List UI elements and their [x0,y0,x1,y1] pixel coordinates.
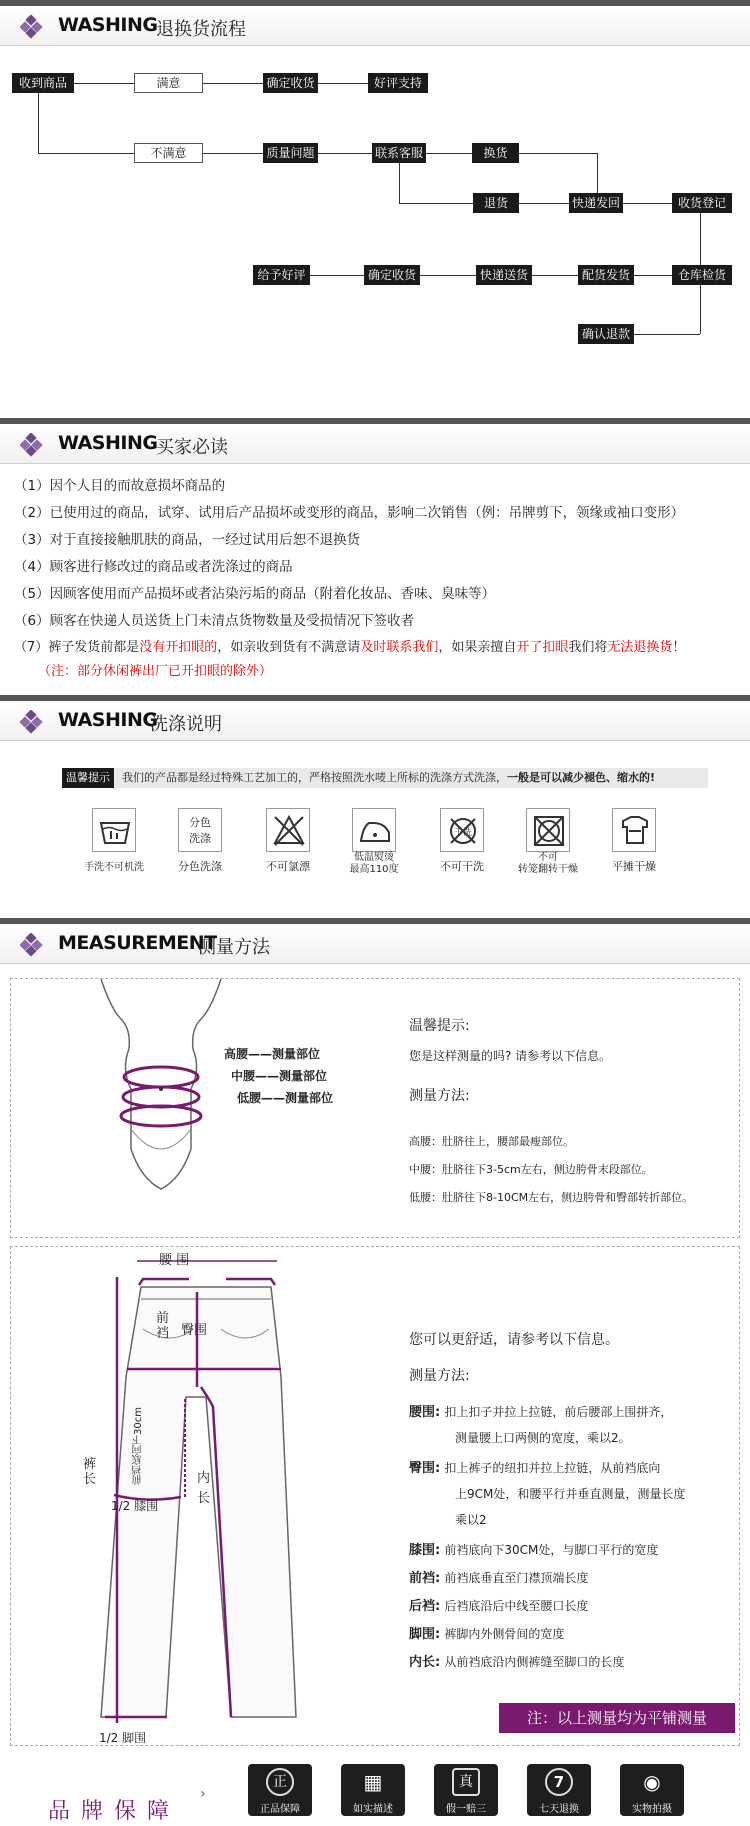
waist-method-title: 测量方法: [409,1088,470,1104]
wash-label: 平摊干燥 [612,860,656,873]
wash-label: 不可干洗 [440,860,484,873]
pants-half-thigh-label: 1/2 膝围 [111,1499,159,1513]
pants-front-rise-label: 前 裆 [156,1311,170,1341]
rule-note: （注：部分休闲裤出厂已开扣眼的除外） [38,664,273,679]
accurate-description-icon: ▦ 如实描述 [341,1764,405,1816]
pants-item-hem: 脚围: 裤脚内外侧骨间的宽度 [409,1627,565,1642]
section-header-washing [0,695,750,741]
section-brand: MEASUREMENT [58,932,217,954]
pants-inseam-label: 内 长 [197,1471,211,1506]
flow-receive-register: 收货登记 [672,193,732,213]
torso-figure [71,979,241,1199]
pants-intro: 您可以更舒适，请参考以下信息。 [409,1332,619,1348]
diamond-logo-icon [20,15,44,39]
pants-item-waist: 腰围: 扣上扣子并拉上拉链，前后腰部上围拼齐， [409,1405,673,1420]
rule-item: （4）顾客进行修改过的商品或者洗涤过的商品 [14,559,293,575]
section-header-measurement [0,918,750,964]
diamond-logo-icon [20,710,44,734]
pants-hip-label: 臀围 [181,1323,208,1338]
flow-satisfied: 满意 [134,73,203,93]
separate-wash-icon: 分色 洗涤 [178,808,222,852]
section-brand: WASHING [58,14,158,36]
svg-text:干洗: 干洗 [453,828,473,838]
pants-item-hip: 臀围: 扣上裤子的纽扣并拉上拉链，从前裆底向 [409,1461,661,1476]
flat-dry-icon [612,808,656,852]
waist-high-label: 高腰——测量部位 [224,1047,321,1061]
washing-tip-label: 温馨提示 [62,768,114,788]
rule-item: （5）因顾客使用而产品损坏或者沾染污垢的商品（附着化妆品、香味、臭味等） [14,586,496,602]
pants-method-title: 测量方法: [409,1368,470,1384]
pants-item-knee: 膝围: 前裆底向下30CM处，与脚口平行的宽度 [409,1543,659,1558]
waist-high-text: 高腰：肚脐往上，腰部最瘦部位。 [409,1135,574,1148]
waist-low-label: 低腰——测量部位 [237,1091,334,1105]
rule-item: （1）因个人目的而故意损坏商品的 [14,478,226,494]
wash-label: 手洗不可机洗 [84,862,144,873]
waist-mid-label: 中腰——测量部位 [231,1069,328,1083]
fake-compensation-icon: 真 假一赔三 [434,1764,498,1816]
pants-waist-label: 腰 围 [159,1253,190,1268]
brand-guarantee-bar [0,1756,750,1826]
section-title: 退换货流程 [156,19,246,40]
section-header-returns [0,0,750,46]
flow-give-good-review: 给予好评 [253,265,310,285]
section-title: 测量方法 [198,937,270,958]
no-dry-clean-icon [440,808,484,852]
rule-item: （3）对于直接接触肌肤的商品，一经过试用后恕不退换货 [14,532,361,548]
flow-return: 退货 [473,193,519,213]
flow-contact-service: 联系客服 [372,143,426,163]
no-machine-wash-icon [92,808,136,852]
wash-label: 分色洗涤 [178,860,222,873]
pants-half-hem-label: 1/2 脚围 [99,1731,147,1745]
flow-receive: 收到商品 [12,73,74,93]
section-header-notice [0,418,750,464]
wash-label: 低温熨烫 最高110度 [349,852,399,875]
section-brand: WASHING [58,432,158,454]
flow-confirm-receipt: 确定收货 [263,73,318,93]
flow-warehouse-check: 仓库检货 [672,265,732,285]
flow-confirm-receipt-2: 确定收货 [364,265,420,285]
flow-exchange: 换货 [472,143,519,163]
flow-confirm-refund: 确认退款 [578,324,634,344]
chevron-right-icon: › [200,1786,206,1802]
flow-good-review: 好评支持 [368,73,428,93]
diamond-logo-icon [20,433,44,457]
washing-tip-text: 我们的产品都是经过特殊工艺加工的，严格按照洗水唛上所标的洗涤方式洗涤， [122,771,507,784]
pants-item-waist-cont: 测量腰上口两侧的宽度，乘以2。 [455,1431,631,1445]
no-bleach-icon [266,808,310,852]
flow-quality-issue: 质量问题 [263,143,318,163]
rule-item: （6）顾客在快递人员送货上门未清点货物数量及受损情况下签收者 [14,613,415,629]
pants-note: 注：以上测量均为平铺测量 [499,1703,735,1733]
washing-tip-bar [62,768,708,788]
pants-item-back-rise: 后裆: 后裆底沿后中线至腰口长度 [409,1599,589,1614]
real-photo-icon: ◉ 实物拍摄 [620,1764,684,1816]
pants-length-label: 裤 长 [83,1457,97,1487]
section-brand: WASHING [58,709,158,731]
flow-unsatisfied: 不满意 [134,143,203,163]
genuine-guarantee-icon: 正 正品保障 [248,1764,312,1816]
pants-item-hip-cont: 上9CM处，和腰平行并垂直测量，测量长度 [455,1487,686,1501]
waist-low-text: 低腰：肚脐往下8-10CM左右，侧边胯骨和臀部转折部位。 [409,1191,694,1204]
waist-tip-text: 您是这样测量的吗? 请参考以下信息。 [409,1049,612,1063]
section-title: 洗涤说明 [150,714,222,735]
flow-express-send: 快递送货 [476,265,532,285]
low-iron-icon [352,808,396,852]
no-tumble-dry-icon [526,808,570,852]
wash-label: 不可氯漂 [266,860,310,873]
flow-express-back: 快递发回 [569,193,623,213]
brand-guarantee-title: 品 牌 保 障 [48,1799,171,1824]
seven-day-return-icon: 7 七天退换 [527,1764,591,1816]
flow-dispatch: 配货发货 [578,265,634,285]
diamond-logo-icon [20,933,44,957]
waist-mid-text: 中腰：肚脐往下3-5cm左右，侧边胯骨末段部位。 [409,1163,653,1176]
pants-measure-panel [10,1246,740,1746]
washing-tip-emphasis: 一般是可以减少褪色、缩水的! [507,771,656,784]
waist-measure-panel [10,978,740,1238]
waist-tip-title: 温馨提示: [409,1018,470,1034]
pants-item-hip-cont2: 乘以2 [455,1513,487,1527]
rule-item-7: （7）裤子发货前都是没有开扣眼的，如亲收到货有不满意请及时联系我们，如果亲擅自开了扣眼我们将无法退换货！ [14,640,686,655]
pants-thigh-line-label: 前裆底向下30cm [133,1407,144,1485]
pants-item-inseam: 内长: 从前裆底沿内侧裤缝至脚口的长度 [409,1655,625,1670]
wash-label: 不可 转笼翻转干燥 [518,852,578,875]
section-title: 买家必读 [156,437,228,458]
rule-item: （2）已使用过的商品，试穿、试用后产品损坏或变形的商品，影响二次销售（例：吊牌剪下，领缘或袖口变形） [14,505,685,521]
pants-item-front-rise: 前裆: 前裆底垂直至门襟顶端长度 [409,1571,589,1586]
